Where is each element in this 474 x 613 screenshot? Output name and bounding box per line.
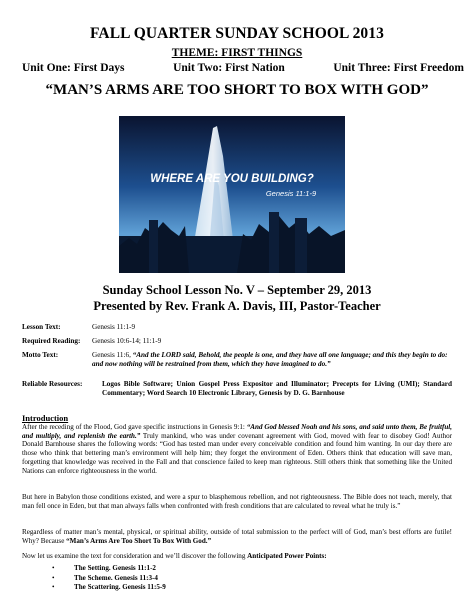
- intro-p4-power-points: Anticipated Power Points:: [247, 552, 327, 560]
- motto-text-value: [92, 351, 452, 369]
- lesson-title: “MAN’S ARMS ARE TOO SHORT TO BOX WITH GOD”: [45, 82, 429, 98]
- reliable-resources-label: Reliable Resources:: [22, 380, 83, 388]
- intro-p1-lead: After the receding of the Flood, God gave specific instructions in Genesis 9:1:: [22, 423, 247, 431]
- tower-illustration: [119, 116, 345, 273]
- required-reading-label: Required Reading:: [22, 337, 81, 345]
- intro-p3-quote: “Man’s Arms Are Too Short To Box With God.”: [66, 536, 212, 545]
- intro-p3-lead: Regardless of matter man’s mental, physical, or spiritual ability, outside of total submission to the perfect will of God, man’s best efforts are futile! Why? Because: [22, 528, 452, 545]
- bullet-icon: •: [52, 583, 55, 591]
- intro-paragraph-3: [22, 528, 452, 545]
- unit-two: Unit Two: First Nation: [173, 62, 285, 74]
- intro-p1-quote: “And God blessed Noah and his sons, and said unto them, Be fruitful, and multiply, and replenish the earth.”: [22, 423, 453, 440]
- introduction-heading: Introduction: [22, 413, 69, 423]
- power-points-list: [52, 564, 166, 593]
- unit-three: Unit Three: First Freedom: [333, 62, 464, 74]
- reliable-resources-value: Logos Bible Software; Union Gospel Press Expositor and Illuminator; Precepts for Living (UMI); Standard Commentary; Word Search 10 Electronic Library, Genesis by D. G. Barnhouse: [102, 380, 452, 397]
- power-point-3: The Scattering. Genesis 11:5-9: [74, 583, 166, 591]
- theme-line: THEME: FIRST THINGS: [171, 47, 303, 59]
- banner-reference: Genesis 11:1-9: [265, 189, 317, 198]
- lesson-text-value: Genesis 11:1-9: [92, 323, 136, 331]
- power-point-1: The Setting. Genesis 11:1-2: [74, 564, 156, 572]
- list-item: [52, 564, 166, 574]
- lesson-number-date: Sunday School Lesson No. V – September 29, 2013: [102, 283, 372, 297]
- presenter-line: Presented by Rev. Frank A. Davis, III, Pastor-Teacher: [93, 299, 381, 313]
- banner-image: [119, 116, 345, 273]
- bullet-icon: •: [52, 564, 55, 572]
- motto-text-label: Motto Text:: [22, 351, 59, 359]
- document-title: FALL QUARTER SUNDAY SCHOOL 2013: [90, 25, 384, 42]
- intro-paragraph-1: [22, 423, 452, 475]
- intro-p1-body: Truly mankind, who was under covenant agreement with God, moved with fear to disobey God! Author Donald Barnhouse shares the following words: “God has tested man under every conceivable condition and found him wanting. In our day there are those who think that bettering man’s environment will help him; they forget the environment of Eden. Others think that education will save man, forgetting that knowledge was received in the Fall and that conscience failed to keep man righteous. Still others think that something like the United Nations can enforce righteousness in the world.: [22, 431, 453, 475]
- motto-reference: Genesis 11:6,: [92, 351, 133, 359]
- banner-headline: WHERE ARE YOU BUILDING?: [150, 173, 314, 185]
- list-item: [52, 583, 166, 593]
- lesson-text-label: Lesson Text:: [22, 323, 61, 331]
- motto-quote: “And the LORD said, Behold, the people is one, and they have all one language; and this they begin to do: and now nothing will be restrained from them, which they have imagined to do.”: [92, 351, 448, 368]
- list-item: [52, 574, 166, 584]
- intro-paragraph-2: But here in Babylon those conditions existed, and were a spur to blasphemous rebellion, and not righteousness. The Bible does not teach, merely, that man fell once in Eden, but that man always falls when confronted with fresh conditions that are calculated to reveal what he truly is.”: [22, 493, 452, 510]
- intro-paragraph-4: [22, 552, 452, 561]
- intro-p4-lead: Now let us examine the text for consideration and we’ll discover the following: [22, 552, 248, 560]
- unit-one: Unit One: First Days: [22, 62, 125, 74]
- power-point-2: The Scheme. Genesis 11:3-4: [74, 573, 158, 582]
- units-row: [22, 62, 464, 74]
- bullet-icon: •: [52, 573, 55, 582]
- required-reading-value: Genesis 10:6-14; 11:1-9: [92, 337, 162, 345]
